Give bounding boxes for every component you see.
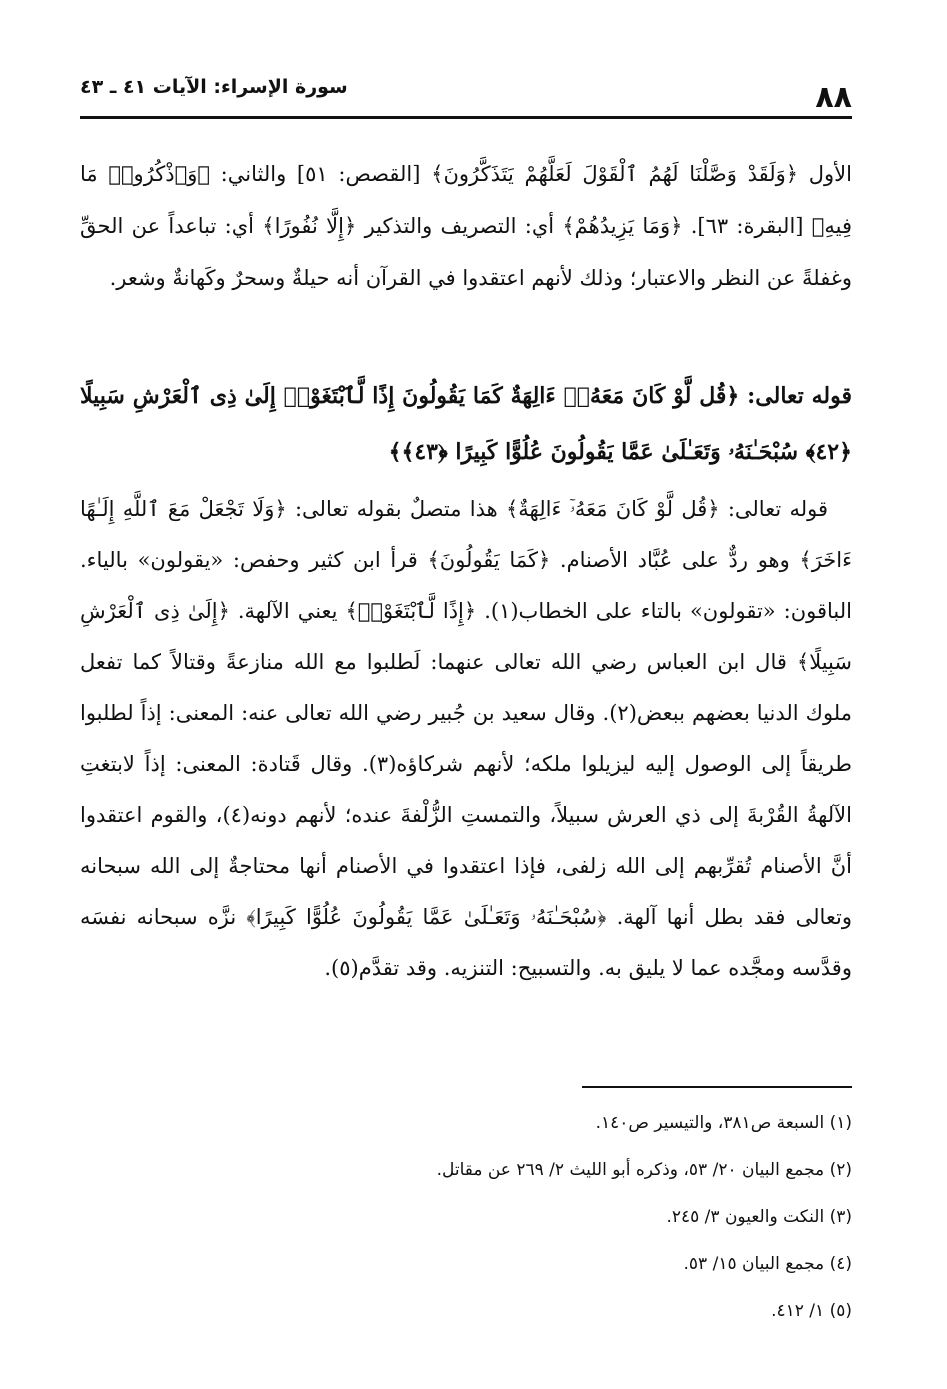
intro-paragraph (80, 148, 852, 304)
verse-block (80, 368, 852, 480)
commentary-paragraph (80, 484, 852, 994)
running-title: سورة الإسراء: الآيات ٤١ ـ ٤٣ (80, 76, 348, 98)
footnote-5: (٥) ١/ ٤١٢. (771, 1301, 852, 1321)
page-header (80, 62, 852, 119)
footnote-1: (١) السبعة ص٣٨١، والتيسير ص١٤٠. (595, 1113, 852, 1133)
footnote-3: (٣) النكت والعيون ٣/ ٢٤٥. (666, 1207, 852, 1227)
footnote-2: (٢) مجمع البيان ٢٠/ ٥٣، وذكره أبو الليث ٢/ ٢٦٩ عن مقاتل. (436, 1160, 852, 1180)
footnote-4: (٤) مجمع البيان ١٥/ ٥٣. (683, 1254, 852, 1274)
verse-lead: قوله تعالى: (747, 383, 853, 409)
commentary-text: قوله تعالى: ﴿قُل لَّوْ كَانَ مَعَهُۥٓ ءَالِهَةٌ﴾ هذا متصلٌ بقوله تعالى: ﴿وَلَا تَجْعَلْ مَعَ ٱللَّهِ إِلَـٰهًا ءَاخَرَ﴾ وهو ردٌّ على عُبَّاد الأصنام. ﴿كَمَا يَقُولُونَ﴾ قرأ ابن كثير وحفص: «يقولون» بالياء. الباقون: «تقولون» بالتاء على الخطاب(١). ﴿إِذًا لَّٱبْتَغَوْا۟﴾ يعني الآلهة. ﴿إِلَىٰ ذِى ٱلْعَرْشِ سَبِيلًا﴾ قال ابن العباس رضي الله تعالى عنهما: لَطلبوا مع الله منازعةً وقتالاً كما تفعل ملوك الدنيا بعضهم ببعض(٢). وقال سعيد بن جُبير رضي الله تعالى عنه: المعنى: إذاً لطلبوا طريقاً إلى الوصول إليه ليزيلوا ملكه؛ لأنهم شركاؤه(٣). وقال قَتادة: المعنى: إذاً لابتغتِ الآلهةُ القُرْبةَ إلى ذي العرش سبيلاً، والتمستِ الزُّلْفةَ عنده؛ لأنهم دونه(٤)، والقوم اعتقدوا أنَّ الأصنام تُقرِّبهم إلى الله زلفى، فإذا اعتقدوا في الأصنام أنها محتاجةٌ إلى الله سبحانه وتعالى فقد بطل أنها آلهة. ﴿سُبْحَـٰنَهُۥ وَتَعَـٰلَىٰ عَمَّا يَقُولُونَ عُلُوًّا كَبِيرًا﴾ نزَّه سبحانه نفسَه وقدَّسه ومجَّده عما لا يليق به. والتسبيح: التنزيه. وقد تقدَّم(٥). (80, 497, 853, 980)
intro-paragraph-text: الأول ﴿وَلَقَدْ وَصَّلْنَا لَهُمُ ٱلْقَوْلَ لَعَلَّهُمْ يَتَذَكَّرُونَ﴾ [القصص: ٥١] والثاني: ﴿وَٱذْكُرُوا۟ مَا فِيهِ﴾ [البقرة: ٦٣]. ﴿وَمَا يَزِيدُهُمْ﴾ أي: التصريف والتذكير ﴿إِلَّا نُفُورًا﴾ أي: تباعداً عن الحقِّ وغفلةً عن النظر والاعتبار؛ وذلك لأنهم اعتقدوا في القرآن أنه حيلةٌ وسحرٌ وكَهانةٌ وشعر. (80, 162, 853, 290)
footnotes (80, 1100, 852, 1335)
footnote-divider (582, 1086, 852, 1088)
page-number: ٨٨ (815, 80, 852, 115)
verse-text: ﴿قُل لَّوْ كَانَ مَعَهُۥٓ ءَالِهَةٌ كَمَا يَقُولُونَ إِذًا لَّٱبْتَغَوْا۟ إِلَىٰ ذِى ٱلْعَرْشِ سَبِيلًا ﴿٤٢﴾ سُبْحَـٰنَهُۥ وَتَعَـٰلَىٰ عَمَّا يَقُولُونَ عُلُوًّا كَبِيرًا ﴿٤٣﴾﴾ (80, 383, 852, 465)
